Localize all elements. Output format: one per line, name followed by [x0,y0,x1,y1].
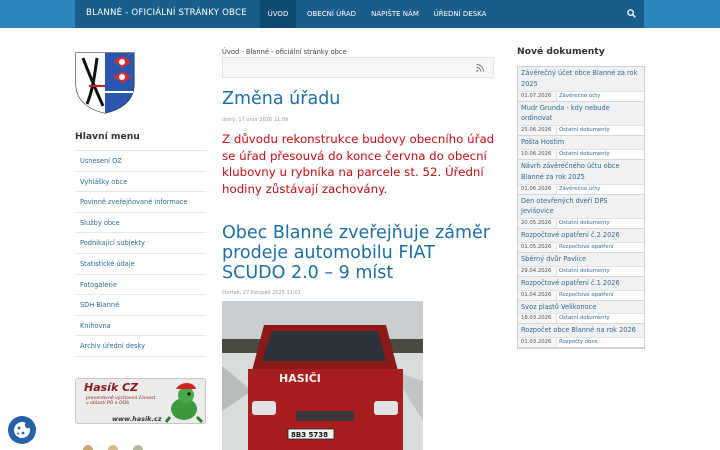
search-button[interactable] [620,0,644,28]
document-date: 01.04.2026 [518,291,557,300]
document-title[interactable]: Rozpočtové opatření č.2 2026 [518,229,644,242]
site-title[interactable]: BLANNÉ - OFICIÁLNÍ STRÁNKY OBCE [86,8,247,18]
document-category[interactable]: Rozpočtové opatření [559,243,614,250]
cookie-icon [8,416,36,444]
menu-item-fotogalerie[interactable]: Fotogalerie [75,275,206,296]
document-date: 01.06.2026 [518,185,557,194]
document-item [518,301,644,325]
hasik-banner[interactable] [75,378,206,424]
document-item [518,229,644,253]
coat-of-arms-logo[interactable] [75,52,135,118]
document-title[interactable]: Rozpočtové opatření č.1 2026 [518,277,644,290]
document-item [518,253,644,277]
document-date: 10.06.2026 [518,150,557,159]
document-title[interactable]: Rozpočet obce Blanné na rok 2026 [518,324,644,337]
document-title[interactable]: Závěrečný účet obce Blanné za rok 2025 [518,67,644,91]
document-item [518,160,644,195]
nav-container [75,0,644,28]
main-menu [75,150,206,357]
dragon-mascot-icon [164,381,204,423]
rss-bar [222,57,494,78]
menu-item-sdh-blanne[interactable]: SDH Blanné [75,295,206,316]
menu-item-vyhlasky-obce[interactable]: Vyhlášky obce [75,172,206,193]
license-plate: 8B3 5738 [291,431,328,439]
article-photo-fiat-scudo[interactable] [222,301,423,450]
menu-item-podnikajici-subjekty[interactable]: Podnikající subjekty [75,233,206,254]
document-category[interactable]: Rozpočty obce [559,339,598,346]
document-date: 25.06.2026 [518,126,557,135]
article-title[interactable]: Obec Blanné zveřejňuje záměr prodeje automobilu FIAT SCUDO 2.0 – 9 míst [222,223,490,283]
document-item [518,277,644,301]
document-category[interactable]: Ostatní dokumenty [559,267,610,274]
banner-text: preventivně výchovná činnost v oblasti PO a OOb [86,396,156,407]
cookie-settings-button[interactable] [8,416,36,444]
article-date: úterý, 17 únor 2026 11:09 [222,117,289,123]
document-date: 01.05.2026 [518,243,557,252]
nav-item-obecni-urad[interactable]: OBECNÍ ÚŘAD [306,10,357,18]
article-date: čtvrtek, 27 listopad 2025 11:01 [222,290,301,296]
document-item [518,136,644,160]
document-date: 18.03.2026 [518,314,557,323]
article-title[interactable]: Změna úřadu [222,89,341,109]
document-category[interactable]: Rozpočtové opatření [559,291,614,298]
menu-item-sluzby-obce[interactable]: Služby obce [75,213,206,234]
menu-item-knihovna[interactable]: Knihovna [75,316,206,337]
document-category[interactable]: Ostatní dokumenty [559,150,610,157]
top-bar [0,0,720,28]
nav-item-uredni-deska[interactable]: ÚŘEDNÍ DESKA [433,10,487,18]
partner-logo-icon [83,445,93,450]
banner-url: www.hasik.cz [112,415,162,423]
document-date: 01.07.2026 [518,92,557,101]
article-body: Z důvodu rekonstrukce budovy obecního úřad se úřad přesouvá do konce června do obecní klubovny u rybníka na parcele st. 52. Úřední hodiny zůstávají zachovány. [222,132,495,196]
document-category[interactable]: Závěrečné účty [559,185,601,192]
menu-item-usneseni-oz[interactable]: Usnesení OZ [75,151,206,172]
document-title[interactable]: Den otevřených dveří DPS Jevišovice [518,195,644,219]
search-icon [627,9,636,18]
partner-logos [80,444,160,450]
car-lettering: HASIČI [279,372,321,385]
document-title[interactable]: Sběrný dvůr Pavlice [518,253,644,266]
nav-item-uvod[interactable]: ÚVOD [260,0,296,28]
document-date: 29.04.2026 [518,267,557,276]
document-title[interactable]: Návrh závěrečného účtu obce Blanné za rok 2025 [518,160,644,184]
document-title[interactable]: Svoz plastů Velikonoce [518,301,644,314]
document-category[interactable]: Závěrečné účty [559,92,601,99]
new-documents-title: Nové dokumenty [517,46,605,57]
partner-logo-icon [108,445,118,450]
main-menu-title: Hlavní menu [75,131,140,142]
document-item [518,195,644,230]
menu-item-archiv-uredni-desky[interactable]: Archiv úřední desky [75,336,206,357]
new-documents-list [517,66,645,349]
nav-item-napiste-nam[interactable]: NAPIŠTE NÁM [371,10,419,18]
document-title[interactable]: Pošta Hostim [518,136,644,149]
document-title[interactable]: Mudr Grunda - kdy nebude ordinovat [518,102,644,126]
document-category[interactable]: Ostatní dokumenty [559,127,610,134]
rss-icon[interactable] [476,64,484,72]
menu-item-statisticke-udaje[interactable]: Statistické údaje [75,254,206,275]
document-date: 20.05.2026 [518,219,557,228]
banner-title: Hasík CZ [84,381,139,394]
breadcrumb[interactable]: Úvod - Blanné - oficiální stránky obce [222,48,347,56]
document-item [518,67,644,102]
partner-logo-icon [133,445,143,450]
document-item [518,324,644,348]
document-date: 01.03.2026 [518,338,557,347]
document-category[interactable]: Ostatní dokumenty [559,220,610,227]
menu-item-povinne-informace[interactable]: Povinně zveřejňované informace [75,192,206,213]
document-category[interactable]: Ostatní dokumenty [559,315,610,322]
document-item [518,102,644,137]
